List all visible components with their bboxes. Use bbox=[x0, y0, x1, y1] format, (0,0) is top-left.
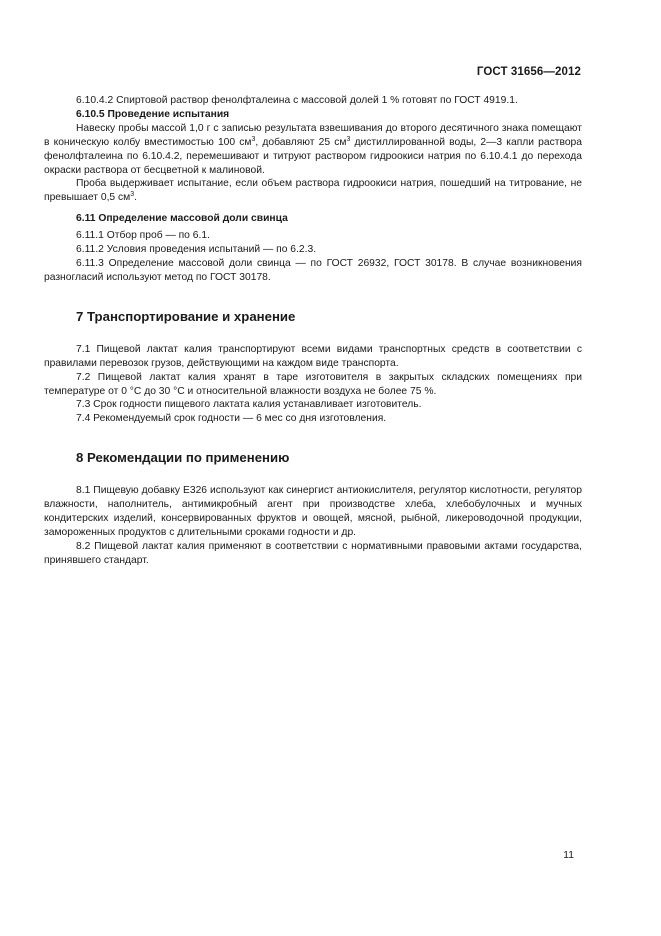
superscript: 3 bbox=[130, 191, 135, 199]
paragraph-8-2: 8.2 Пищевой лактат калия применяют в соответствии с нормативными правовыми актами государства, принявшего стандарт. bbox=[44, 540, 582, 566]
paragraph-6-11-1: 6.11.1 Отбор проб — по 6.1. bbox=[76, 230, 210, 242]
paragraph-8-1: 8.1 Пищевую добавку Е326 используют как синергист антиокислителя, регулятор кислотности, регулятор влажности, наполнитель, антимикробный агент при производстве хлеба, хлебобулочных и мучных кондитерских изделий, консервированных фруктов и овощей, мясной, рыбной, ликероводочной продукции, замороженных продуктов с длительными сроками годности и др. bbox=[44, 485, 582, 538]
page-number: 11 bbox=[563, 850, 574, 861]
text-fragment: дистиллированной воды, 2—3 капли раствора фенолфталеина по 6.10.4.2, перемешивают и титруют раствором гидроокиси натрия по 6.10.4.1 до перехода окраски раствора от бесцветной к малиновой. bbox=[44, 136, 583, 176]
paragraph-7-2: 7.2 Пищевой лактат калия хранят в таре изготовителя в закрытых складских помещениях при температуре от 0 °С до 30 °С и относительной влажности воздуха не более 75 %. bbox=[44, 371, 582, 397]
text-fragment: . bbox=[134, 192, 138, 204]
paragraph-6-11-3: 6.11.3 Определение массовой доли свинца — по ГОСТ 26932, ГОСТ 30178. В случае возникновения разногласий используют метод по ГОСТ 30178. bbox=[44, 257, 582, 283]
paragraph-6-11-2: 6.11.2 Условия проведения испытаний — по 6.2.3. bbox=[76, 244, 317, 256]
superscript: 3 bbox=[346, 135, 351, 143]
text-fragment: , добавляют 25 см bbox=[255, 136, 347, 148]
paragraph-7-3: 7.3 Срок годности пищевого лактата калия устанавливает изготовитель. bbox=[76, 399, 422, 411]
paragraph-7-4: 7.4 Рекомендуемый срок годности — 6 мес со дня изготовления. bbox=[76, 413, 387, 425]
text-fragment: Проба выдерживает испытание, если объем раствора гидроокиси натрия, пошедший на титрование, не превышает 0,5 см bbox=[44, 178, 582, 204]
paragraph-test-criterion bbox=[44, 177, 582, 205]
paragraph-test-procedure bbox=[44, 122, 582, 178]
paragraph-6-10-4-2: 6.10.4.2 Спиртовой раствор фенолфталеина с массовой долей 1 % готовят по ГОСТ 4919.1. bbox=[76, 95, 518, 106]
section-title-8: 8 Рекомендации по применению bbox=[76, 450, 290, 466]
paragraph-7-1: 7.1 Пищевой лактат калия транспортируют всеми видами транспортных средств в соответствии с правилами перевозок грузов, действующими на каждом виде транспорта. bbox=[44, 343, 582, 369]
document-body bbox=[44, 94, 582, 568]
text-fragment: Навеску пробы массой 1,0 г с записью результата взвешивания до второго десятичного знака помещают в коническую колбу вместимостью 100 см bbox=[44, 122, 582, 148]
subsection-title-6-10-5: 6.10.5 Проведение испытания bbox=[76, 108, 230, 120]
superscript: 3 bbox=[251, 135, 256, 143]
section-title-7: 7 Транспортирование и хранение bbox=[76, 308, 296, 324]
document-code-header: ГОСТ 31656—2012 bbox=[476, 66, 581, 78]
subsection-title-6-11: 6.11 Определение массовой доли свинца bbox=[76, 213, 288, 225]
